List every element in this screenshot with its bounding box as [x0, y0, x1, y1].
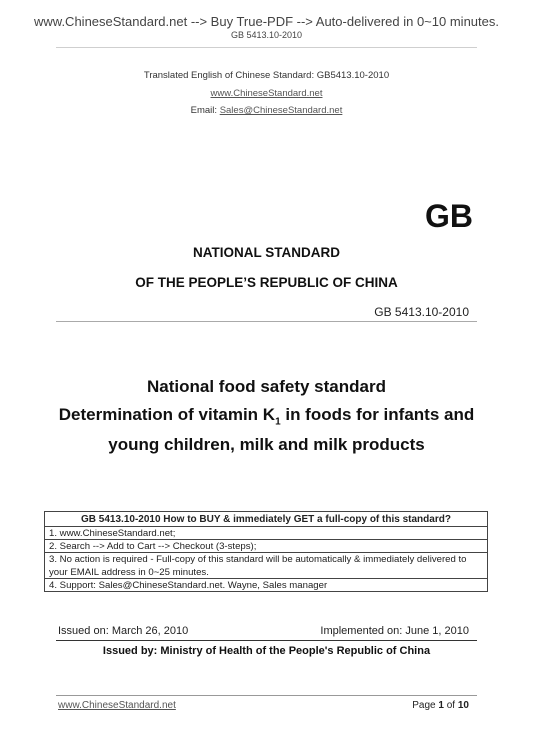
title-subscript: 1 — [275, 416, 281, 428]
title-line-2 — [0, 405, 533, 427]
issued-by: Issued by: Ministry of Health of the People's Republic of China — [102, 645, 431, 657]
buy-step-3: 3. No action is required - Full-copy of this standard will be automatically & immediately delivered to your EMAIL address in 0~25 minutes. — [45, 552, 487, 579]
intro-website — [0, 88, 533, 99]
intro-email — [0, 105, 533, 116]
dates-divider — [56, 640, 477, 641]
title-line-1: National food safety standard — [147, 377, 386, 396]
standard-code: GB 5413.10-2010 — [374, 305, 469, 319]
buy-instructions-box — [44, 511, 488, 592]
header-code: GB 5413.10-2010 — [230, 30, 303, 40]
header-divider — [56, 47, 477, 48]
buy-step-2: 2. Search --> Add to Cart --> Checkout (3-steps); — [45, 539, 487, 553]
national-standard-heading: NATIONAL STANDARD — [193, 245, 340, 260]
title-line-3: young children, milk and milk products — [108, 435, 425, 454]
issued-date: Issued on: March 26, 2010 — [58, 625, 189, 637]
title-line-2-post: in foods for infants and — [280, 405, 475, 424]
buy-step-1: 1. www.ChineseStandard.net; — [45, 526, 487, 540]
footer-website — [58, 700, 176, 711]
footer-divider — [56, 695, 477, 696]
buy-box-heading: GB 5413.10-2010 How to BUY & immediately GET a full-copy of this standard? — [81, 514, 451, 525]
cover-divider — [56, 321, 477, 322]
country-heading: OF THE PEOPLE’S REPUBLIC OF CHINA — [135, 275, 398, 290]
top-banner: www.ChineseStandard.net --> Buy True-PDF --> Auto-delivered in 0~10 minutes. — [34, 14, 499, 29]
buy-step-4: 4. Support: Sales@ChineseStandard.net. Wayne, Sales manager — [45, 578, 487, 592]
website-link[interactable]: www.ChineseStandard.net — [210, 88, 323, 99]
total-pages: 10 — [457, 700, 469, 711]
email-link[interactable]: Sales@ChineseStandard.net — [219, 105, 343, 116]
translated-line: Translated English of Chinese Standard: GB5413.10-2010 — [143, 70, 390, 81]
gb-mark: GB — [425, 198, 473, 234]
footer-website-link[interactable]: www.ChineseStandard.net — [58, 700, 176, 711]
email-label: Email: — [190, 105, 220, 116]
page-number: Page 1 of 10 — [412, 700, 469, 711]
implemented-date: Implemented on: June 1, 2010 — [320, 625, 469, 637]
title-line-2-pre: Determination of vitamin K — [58, 405, 276, 424]
current-page: 1 — [438, 700, 444, 711]
